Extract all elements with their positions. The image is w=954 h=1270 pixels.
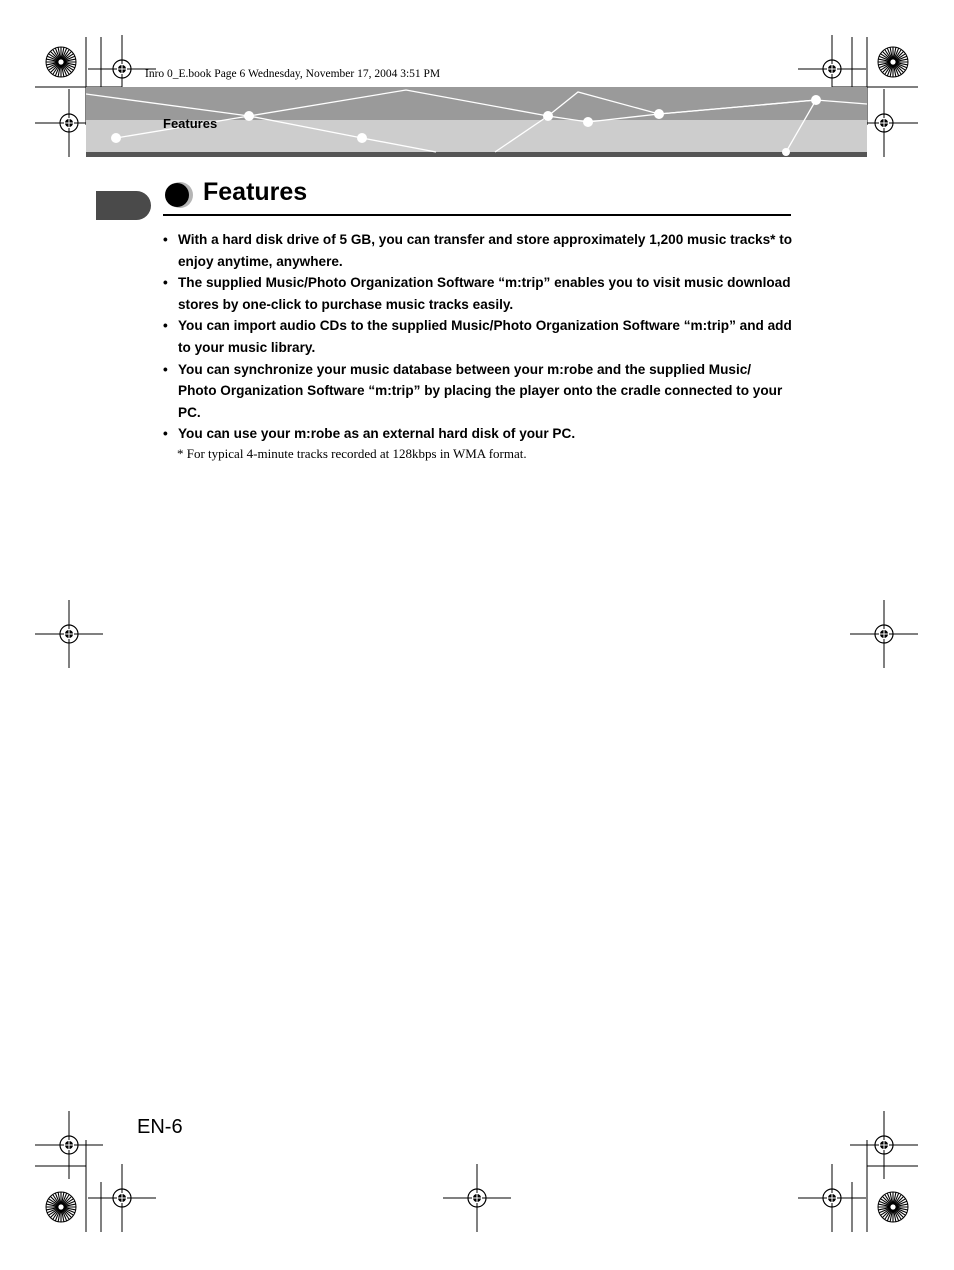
bullet-icon: • bbox=[163, 275, 168, 291]
bullet-icon: • bbox=[163, 232, 168, 247]
print-info-line: Inro 0_E.book Page 6 Wednesday, November 17, 2004 3:51 PM bbox=[145, 68, 441, 80]
list-item bbox=[163, 359, 793, 424]
list-item-text: You can use your m:robe as an external hard disk of your PC. bbox=[178, 426, 576, 442]
list-item bbox=[163, 229, 793, 272]
list-item bbox=[163, 315, 793, 358]
bullet-icon: • bbox=[163, 361, 168, 377]
bullet-icon: • bbox=[163, 426, 168, 442]
bullet-icon: • bbox=[163, 318, 168, 334]
footnote: * For typical 4-minute tracks recorded at 128kbps in WMA format. bbox=[177, 446, 527, 461]
heading-dot-icon bbox=[163, 180, 195, 210]
list-item-text: The supplied Music/Photo Organization Software “m:trip” enables you to visit music download stores by one-click to purchase music tracks easily. bbox=[178, 275, 791, 312]
list-item-text: You can import audio CDs to the supplied Music/Photo Organization Software “m:trip” and add to your music library. bbox=[178, 318, 792, 355]
page-title: Features bbox=[203, 178, 308, 206]
list-item bbox=[163, 423, 793, 445]
page-number: EN-6 bbox=[137, 1116, 183, 1138]
list-item-text: You can synchronize your music database between your m:robe and the supplied Music/ Photo Organization Software “m:trip” by placing the player onto the cradle connected to your PC. bbox=[178, 361, 783, 420]
list-item bbox=[163, 272, 793, 315]
chapter-tab bbox=[96, 191, 151, 220]
list-item-text: With a hard disk drive of 5 GB, you can transfer and store approximately 1,200 music tracks* to enjoy anytime, anywhere. bbox=[178, 232, 793, 269]
running-head: Features bbox=[163, 116, 218, 131]
title-rule bbox=[163, 214, 791, 216]
feature-list bbox=[163, 229, 793, 445]
